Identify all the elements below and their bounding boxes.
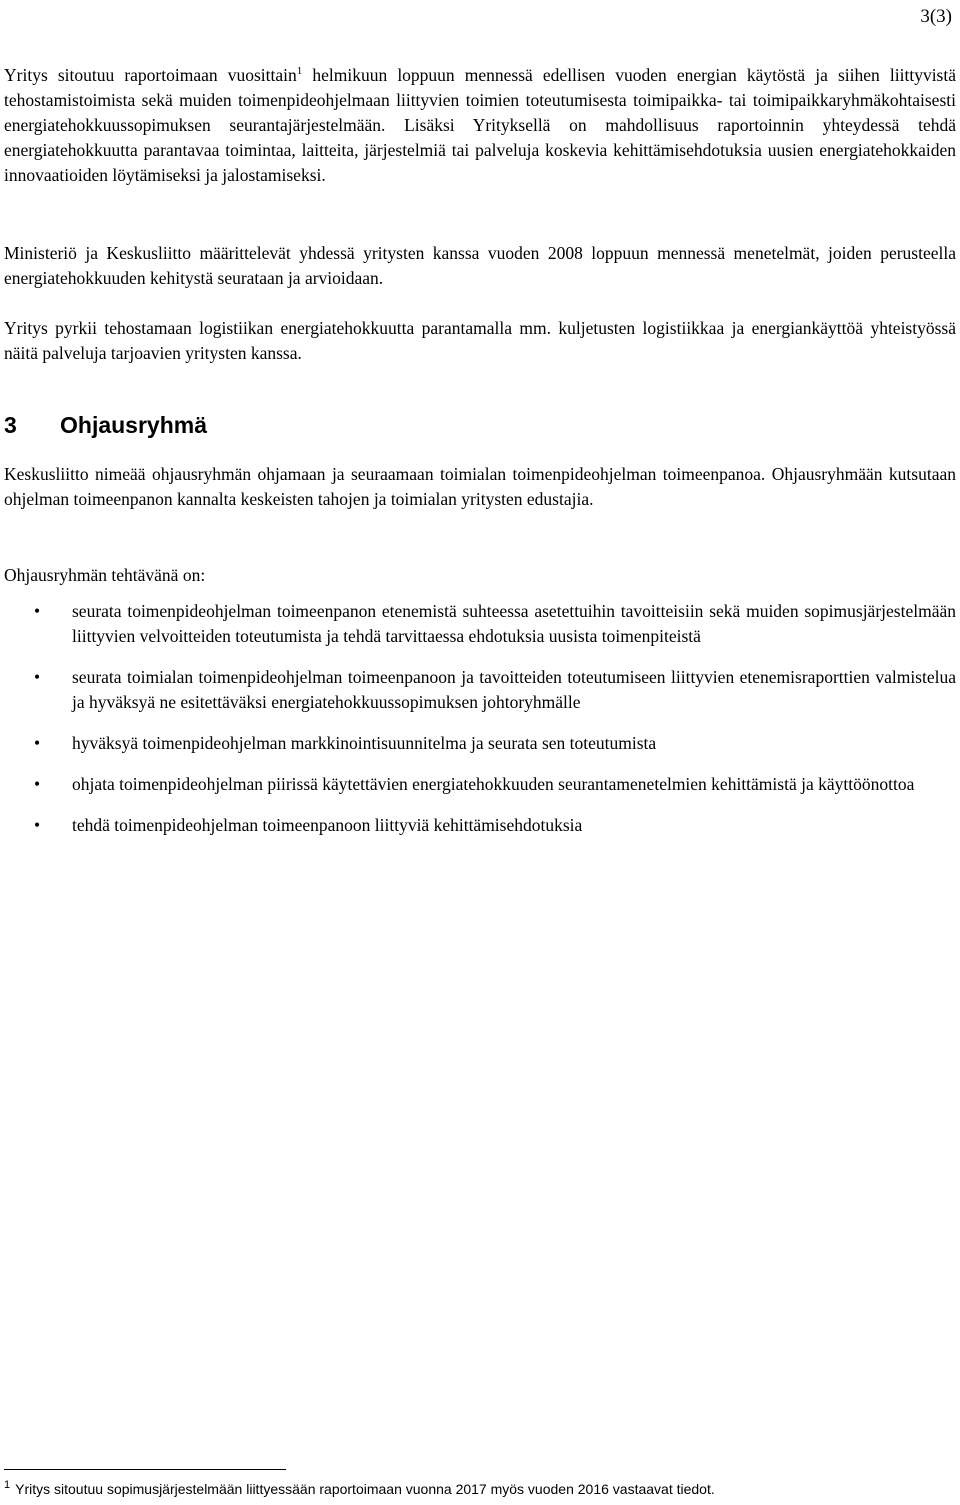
bullet-icon: • [34,815,41,835]
section-title: Ohjausryhmä [60,412,207,438]
list-item-text: hyväksyä toimenpideohjelman markkinointisuunnitelma ja seurata sen toteutumista [72,733,657,753]
footnote-number: 1 [4,1479,11,1492]
list-item [4,731,956,756]
list-item [4,599,956,649]
paragraph-reporting-part2: helmikuun loppuun mennessä edellisen vuoden energian käytöstä ja siihen liittyvistä tehostamistoimista sekä muiden toimenpideohjelmaan liittyvien toimien toteutumisesta toimipaikka- tai toimipaikkaryhmäkohtaisesti energiatehokkuussopimuksen seurantajärjestelmään. Lisäksi Yrityksellä on mahdollisuus raportoinnin yhteydessä tehdä energiatehokkuutta parantavaa toimintaa, laitteita, järjestelmiä tai palveluja koskevia kehittämisehdotuksia uusien energiatehokkaiden innovaatioiden löytämiseksi ja jalostamiseksi. [4,65,956,185]
section-heading [4,412,207,439]
section-number: 3 [4,412,17,438]
list-item-text: seurata toimialan toimenpideohjelman toimeenpanoon ja tavoitteiden toteutumiseen liittyvien etenemisraporttien valmistelua ja hyväksyä ne esitettäväksi energiatehokkuussopimuksen johtoryhmälle [72,667,956,712]
paragraph-steering-group: Keskusliitto nimeää ohjausryhmän ohjamaan ja seuraamaan toimialan toimenpideohjelman toimeenpanoa. Ohjausryhmään kutsutaan ohjelman toimeenpanon kannalta keskeisten tahojen ja toimialan yritysten edustajia. [4,464,956,509]
task-list [4,599,956,838]
list-item-text: tehdä toimenpideohjelman toimeenpanoon liittyviä kehittämisehdotuksia [72,815,583,835]
bullet-icon: • [34,733,41,753]
footnote-reference: 1 [296,65,303,78]
list-item-text: ohjata toimenpideohjelman piirissä käytettävien energiatehokkuuden seurantamenetelmien kehittämistä ja käyttöönottoa [72,774,915,794]
footnote-divider [4,1469,286,1470]
list-item [4,665,956,715]
paragraph-reporting [4,63,956,188]
paragraph-logistics: Yritys pyrkii tehostamaan logistiikan energiatehokkuutta parantamalla mm. kuljetusten logistiikkaa ja energiankäyttöä yhteistyössä näitä palveluja tarjoavien yritysten kanssa. [4,318,956,363]
paragraph-reporting-part1: Yritys sitoutuu raportoimaan vuosittain [4,65,297,85]
footnote-text: Yritys sitoutuu sopimusjärjestelmään liittyessään raportoimaan vuonna 2017 myös vuoden 2016 vastaavat tiedot. [15,1481,715,1497]
footnote [4,1480,956,1498]
paragraph-tasks-intro: Ohjausryhmän tehtävänä on: [4,565,206,585]
bullet-icon: • [34,774,41,794]
list-item [4,813,956,838]
bullet-icon: • [34,667,41,687]
bullet-icon: • [34,601,41,621]
list-item-text: seurata toimenpideohjelman toimeenpanon etenemistä suhteessa asetettuihin tavoitteisiin sekä muiden sopimusjärjestelmään liittyvien velvoitteiden toteutumista ja tehdä tarvittaessa ehdotuksia uusista toimenpiteistä [72,601,956,646]
page-number: 3(3) [920,6,952,27]
list-item [4,772,956,797]
paragraph-methods: Ministeriö ja Keskusliitto määrittelevät yhdessä yritysten kanssa vuoden 2008 loppuun mennessä menetelmät, joiden perusteella energiatehokkuuden kehitystä seurataan ja arvioidaan. [4,243,956,288]
